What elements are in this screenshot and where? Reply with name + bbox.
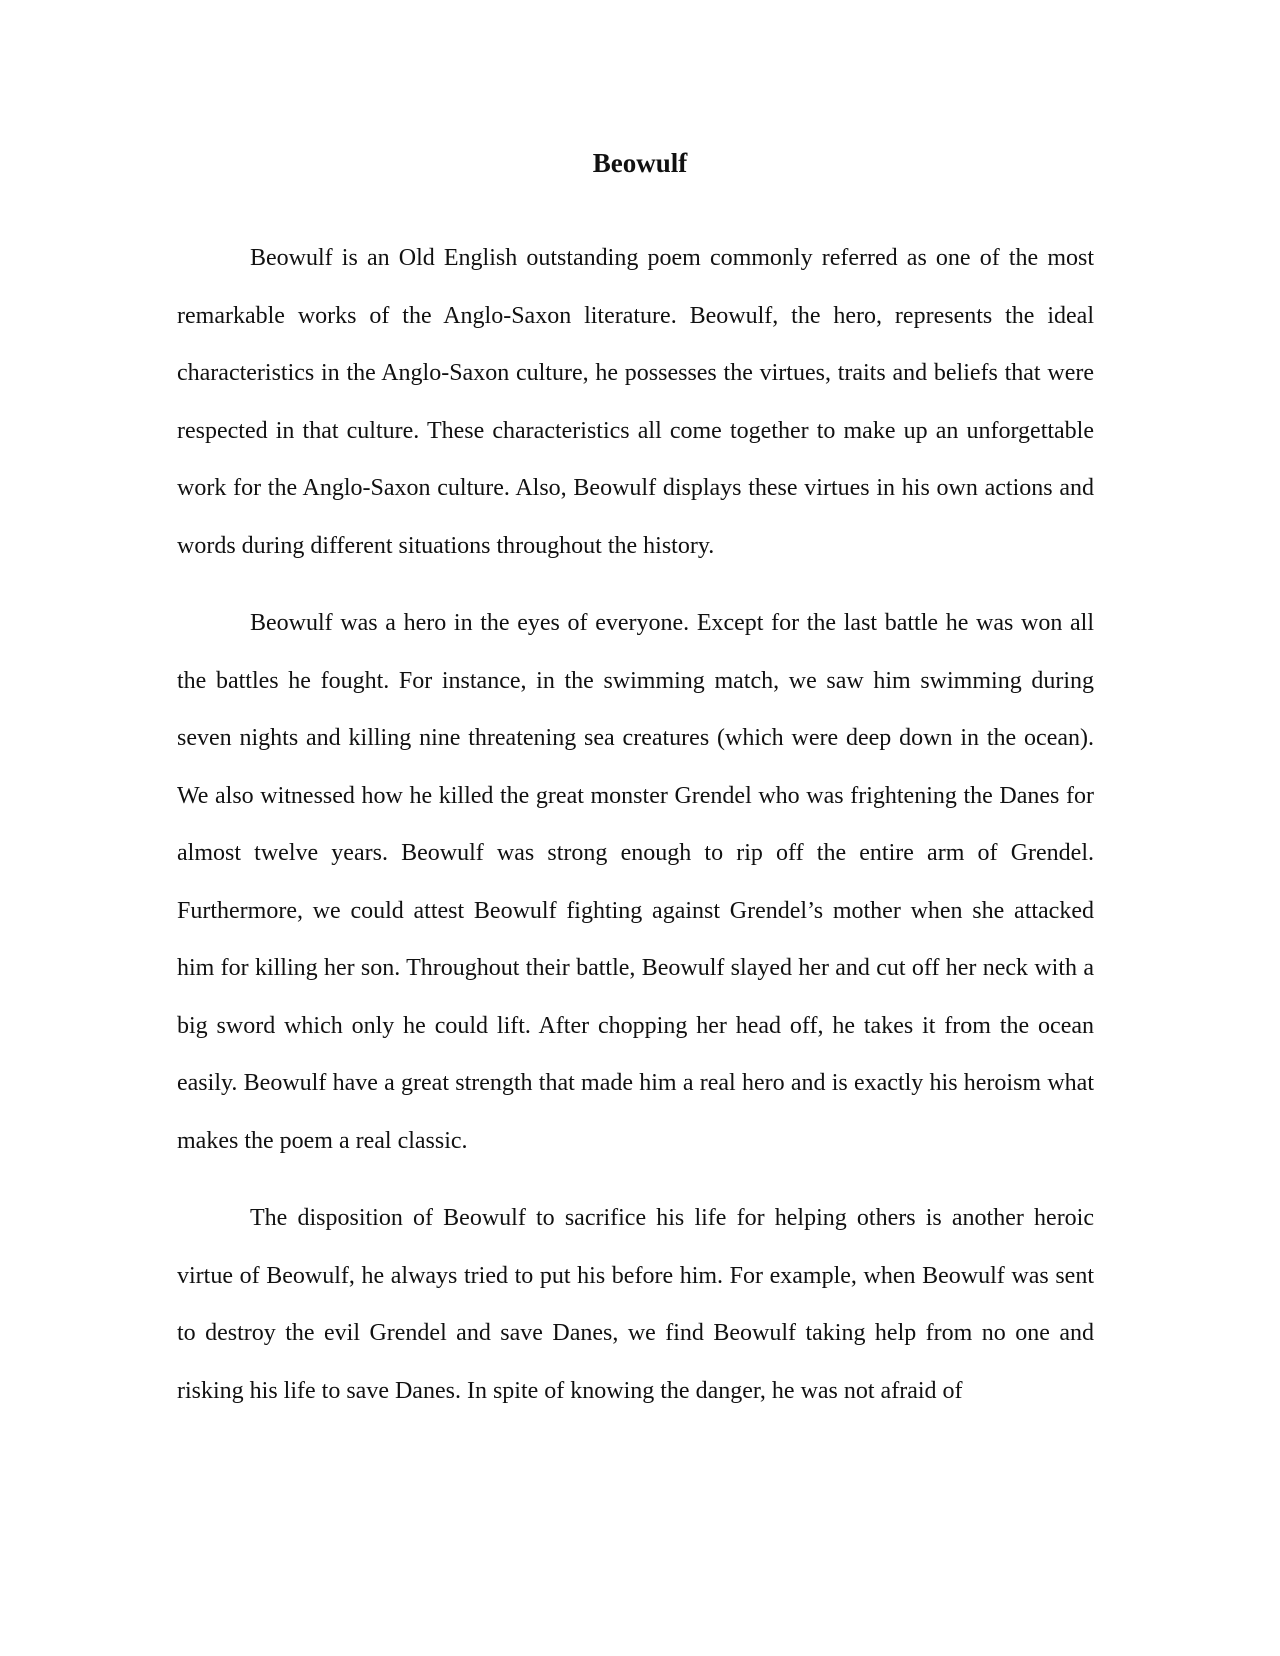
paragraph-2: Beowulf was a hero in the eyes of everyone. Except for the last battle he was won all the battles he fought. For instance, in the swimming match, we saw him swimming during seven nights and killing nine threatening sea creatures (which were deep down in the ocean). We also witnessed how he killed the great monster Grendel who was frightening the Danes for almost twelve years. Beowulf was strong enough to rip off the entire arm of Grendel. Furthermore, we could attest Beowulf fighting against Grendel’s mother when she attacked him for killing her son. Throughout their battle, Beowulf slayed her and cut off her neck with a big sword which only he could lift. After chopping her head off, he takes it from the ocean easily. Beowulf have a great strength that made him a real hero and is exactly his heroism what makes the poem a real classic. [177,610,1094,1154]
document-body [177,230,1094,1440]
paragraph-1: Beowulf is an Old English outstanding poem commonly referred as one of the most remarkable works of the Anglo-Saxon literature. Beowulf, the hero, represents the ideal characteristics in the Anglo-Saxon culture, he possesses the virtues, traits and beliefs that were respected in that culture. These characteristics all come together to make up an unforgettable work for the Anglo-Saxon culture. Also, Beowulf displays these virtues in his own actions and words during different situations throughout the history. [177,245,1094,559]
paragraph-3: The disposition of Beowulf to sacrifice his life for helping others is another heroic virtue of Beowulf, he always tried to put his before him. For example, when Beowulf was sent to destroy the evil Grendel and save Danes, we find Beowulf taking help from no one and risking his life to save Danes. In spite of knowing the danger, he was not afraid of [177,1205,1094,1404]
document-title: Beowulf [592,148,688,178]
